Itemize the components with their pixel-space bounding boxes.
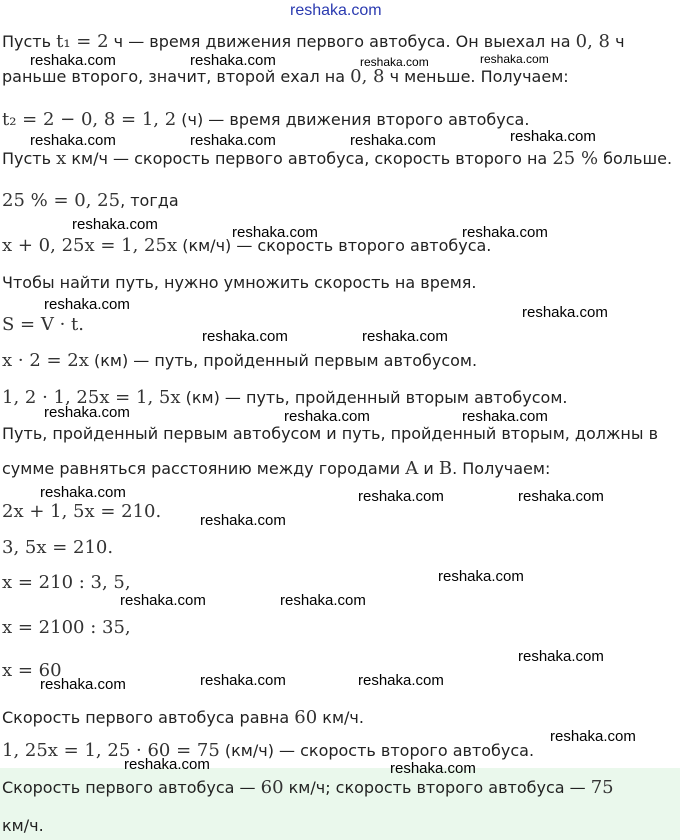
watermark-text: reshaka.com xyxy=(202,328,288,345)
math-expression: t₂ = 2 − 0, 8 = 1, 2 xyxy=(2,109,177,130)
text-line xyxy=(2,32,625,52)
watermark-text: reshaka.com xyxy=(518,488,604,505)
math-expression: 1, 2 · 1, 25x = 1, 5x xyxy=(2,387,181,408)
text-fragment: (ч) — время движения второго автобуса. xyxy=(176,110,530,129)
math-expression: x · 2 = 2x xyxy=(2,350,89,371)
text-fragment: ч — время движения первого автобуса. Он выехал на xyxy=(108,32,576,51)
text-fragment: , тогда xyxy=(120,191,179,210)
text-fragment: ч xyxy=(609,32,625,51)
watermark-text: reshaka.com xyxy=(44,404,130,421)
text-fragment: (км/ч) — скорость второго автобуса. xyxy=(177,236,492,255)
text-fragment: (км/ч) — скорость второго автобуса. xyxy=(219,741,535,760)
text-fragment: км/ч. xyxy=(317,708,364,727)
answer-line xyxy=(2,778,614,798)
math-expression: t₁ = 2 xyxy=(56,31,109,52)
watermark-text: reshaka.com xyxy=(40,676,126,693)
watermark-text: reshaka.com xyxy=(350,132,436,149)
math-expression: 3, 5x = 210. xyxy=(2,537,114,558)
math-expression: 75 xyxy=(590,777,614,798)
watermark-text: reshaka.com xyxy=(462,224,548,241)
text-line xyxy=(2,110,529,130)
text-fragment: и xyxy=(418,459,439,478)
watermark-text: reshaka.com xyxy=(200,512,286,529)
watermark-text: reshaka.com xyxy=(360,55,429,69)
watermark-text: reshaka.com xyxy=(362,328,448,345)
text-fragment: Чтобы найти путь, нужно умножить скорость на время. xyxy=(2,273,477,292)
text-fragment: сумме равняться расстоянию между городами xyxy=(2,459,406,478)
math-expression: 60 xyxy=(260,777,284,798)
watermark-text: reshaka.com xyxy=(390,760,476,777)
text-fragment: Путь, пройденный первым автобусом и путь, пройденный вторым, должны в xyxy=(2,424,659,443)
watermark-text: reshaka.com xyxy=(550,728,636,745)
watermark-text: reshaka.com xyxy=(190,52,276,69)
watermark-text: reshaka.com xyxy=(438,568,524,585)
math-expression: S = V · t. xyxy=(2,314,84,335)
text-line xyxy=(2,191,179,211)
text-line xyxy=(2,573,131,593)
watermark-text: reshaka.com xyxy=(200,672,286,689)
math-expression: 25 % = 0, 25 xyxy=(2,190,121,211)
math-expression: x = 2100 : 35, xyxy=(2,617,131,638)
math-expression: x = 210 : 3, 5, xyxy=(2,572,131,593)
watermark-text: reshaka.com xyxy=(510,128,596,145)
text-fragment: Пусть xyxy=(2,32,57,51)
text-line xyxy=(2,741,534,761)
watermark-text: reshaka.com xyxy=(72,216,158,233)
watermark-text: reshaka.com xyxy=(518,648,604,665)
math-expression: x xyxy=(56,148,67,169)
watermark-text: reshaka.com xyxy=(120,592,206,609)
answer-line xyxy=(2,816,44,836)
text-line xyxy=(2,502,161,522)
math-expression: B xyxy=(438,458,453,479)
watermark-text: reshaka.com xyxy=(280,592,366,609)
text-line xyxy=(2,149,672,169)
text-line xyxy=(2,708,364,728)
math-expression: 0, 8 xyxy=(575,31,610,52)
text-fragment: Скорость первого автобуса равна xyxy=(2,708,295,727)
text-fragment: км/ч. xyxy=(2,816,44,835)
text-line xyxy=(2,459,550,479)
watermark-text: reshaka.com xyxy=(232,224,318,241)
text-fragment: больше. xyxy=(598,149,673,168)
watermark-text: reshaka.com xyxy=(290,2,382,19)
text-line xyxy=(2,315,84,335)
watermark-text: reshaka.com xyxy=(462,408,548,425)
text-line xyxy=(2,618,131,638)
math-expression: 60 xyxy=(294,707,318,728)
text-fragment: км/ч — скорость первого автобуса, скорость второго на xyxy=(66,149,553,168)
watermark-text: reshaka.com xyxy=(284,408,370,425)
watermark-text: reshaka.com xyxy=(480,52,549,66)
watermark-text: reshaka.com xyxy=(358,488,444,505)
text-line xyxy=(2,538,113,558)
watermark-text: reshaka.com xyxy=(190,132,276,149)
watermark-text: reshaka.com xyxy=(358,672,444,689)
math-expression: x + 0, 25x = 1, 25x xyxy=(2,235,178,256)
math-expression: 2x + 1, 5x = 210. xyxy=(2,501,162,522)
text-fragment: . Получаем: xyxy=(452,459,551,478)
math-expression: A xyxy=(405,458,419,479)
text-fragment: ч меньше. Получаем: xyxy=(384,67,569,86)
text-line xyxy=(2,424,658,444)
text-fragment: Пусть xyxy=(2,149,57,168)
watermark-text: reshaka.com xyxy=(30,52,116,69)
text-fragment: Скорость первого автобуса — xyxy=(2,778,261,797)
watermark-text: reshaka.com xyxy=(124,756,210,773)
text-line xyxy=(2,273,477,293)
text-line xyxy=(2,351,477,371)
watermark-text: reshaka.com xyxy=(30,132,116,149)
watermark-text: reshaka.com xyxy=(40,484,126,501)
text-fragment: (км) — путь, пройденный вторым автобусом. xyxy=(180,388,568,407)
text-fragment: (км) — путь, пройденный первым автобусом. xyxy=(88,351,478,370)
math-expression: 0, 8 xyxy=(350,66,385,87)
text-line xyxy=(2,67,569,87)
text-fragment: км/ч; скорость второго автобуса — xyxy=(283,778,591,797)
math-expression: 25 % xyxy=(552,148,599,169)
math-expression: x = 60 xyxy=(2,660,62,681)
watermark-text: reshaka.com xyxy=(522,304,608,321)
math-expression: 1, 25x = 1, 25 · 60 = 75 xyxy=(2,740,220,761)
watermark-text: reshaka.com xyxy=(44,296,130,313)
text-fragment: раньше второго, значит, второй ехал на xyxy=(2,67,351,86)
